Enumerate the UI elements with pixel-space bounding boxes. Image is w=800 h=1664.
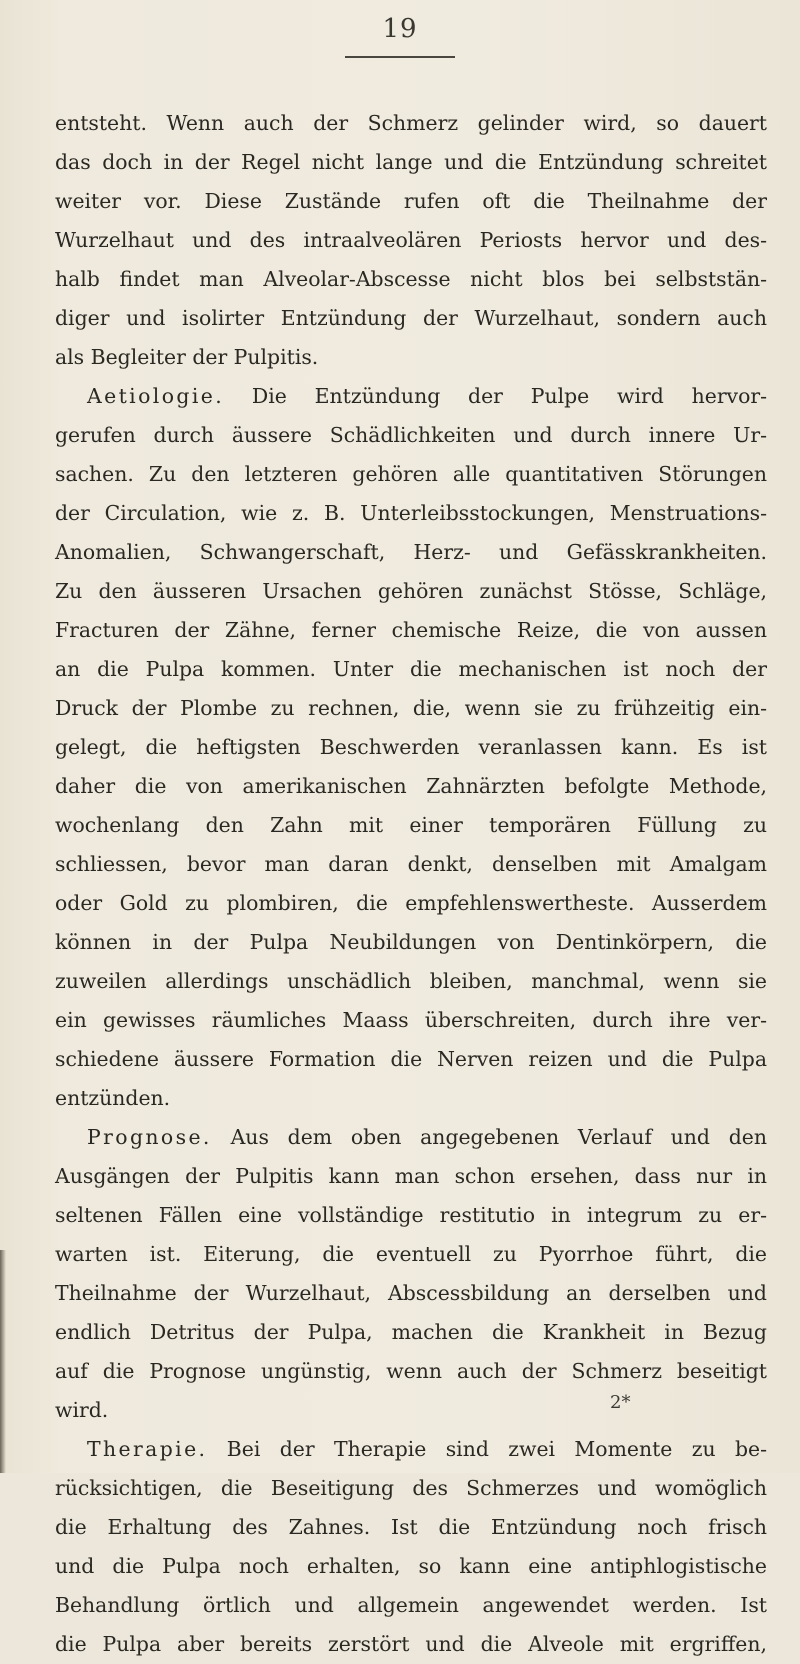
text-line: Theilnahme der Wurzelhaut, Abscessbildung an derselben und xyxy=(55,1281,767,1305)
text-line: entsteht. Wenn auch der Schmerz gelinder wird, so dauert xyxy=(55,111,767,135)
signature-mark: 2* xyxy=(610,1392,631,1413)
text-line: wochenlang den Zahn mit einer temporären Füllung zu xyxy=(55,813,767,837)
text-line: entzünden. xyxy=(55,1086,171,1110)
text-line: Anomalien, Schwangerschaft, Herz- und Gefässkrankheiten. xyxy=(55,540,767,564)
text-line: diger und isolirter Entzündung der Wurzelhaut, sondern auch xyxy=(55,306,767,330)
text-line: der Circulation, wie z. B. Unterleibsstockungen, Menstruations- xyxy=(55,501,767,525)
section-heading: Prognose. xyxy=(87,1125,212,1149)
section-text: Aus dem oben angegebenen Verlauf und den xyxy=(211,1125,767,1149)
text-line: warten ist. Eiterung, die eventuell zu Pyorrhoe führt, die xyxy=(55,1242,767,1266)
text-line: schiedene äussere Formation die Nerven reizen und die Pulpa xyxy=(55,1047,767,1071)
text-line: und die Pulpa noch erhalten, so kann eine antiphlogistische xyxy=(55,1554,767,1578)
section-heading: Therapie. xyxy=(87,1437,208,1461)
text-line: an die Pulpa kommen. Unter die mechanischen ist noch der xyxy=(55,657,767,681)
text-line: Behandlung örtlich und allgemein angewendet werden. Ist xyxy=(55,1593,767,1617)
text-line: die Pulpa aber bereits zerstört und die Alveole mit ergriffen, xyxy=(55,1632,767,1656)
header-rule xyxy=(345,56,455,58)
section-text: Bei der Therapie sind zwei Momente zu be- xyxy=(207,1437,767,1461)
section-start-line xyxy=(55,377,767,416)
text-line: schliessen, bevor man daran denkt, denselben mit Amalgam xyxy=(55,852,767,876)
text-line: endlich Detritus der Pulpa, machen die Krankheit in Bezug xyxy=(55,1320,767,1344)
text-line: Wurzelhaut und des intraalveolären Periosts hervor und des- xyxy=(55,228,767,252)
section-text: Die Entzündung der Pulpe wird hervor- xyxy=(224,384,767,408)
text-line: oder Gold zu plombiren, die empfehlenswertheste. Ausserdem xyxy=(55,891,767,915)
text-line: rücksichtigen, die Beseitigung des Schmerzes und womöglich xyxy=(55,1476,767,1500)
text-line: Ausgängen der Pulpitis kann man schon ersehen, dass nur in xyxy=(55,1164,767,1188)
section-heading: Aetiologie. xyxy=(87,384,225,408)
section-start-line xyxy=(55,1118,767,1157)
text-line: das doch in der Regel nicht lange und die Entzündung schreitet xyxy=(55,150,767,174)
text-line: seltenen Fällen eine vollständige restitutio in integrum zu er- xyxy=(55,1203,767,1227)
text-line: können in der Pulpa Neubildungen von Dentinkörpern, die xyxy=(55,930,767,954)
text-line: sachen. Zu den letzteren gehören alle quantitativen Störungen xyxy=(55,462,767,486)
text-line: weiter vor. Diese Zustände rufen oft die Theilnahme der xyxy=(55,189,767,213)
text-line: gelegt, die heftigsten Beschwerden veranlassen kann. Es ist xyxy=(55,735,767,759)
text-line: ein gewisses räumliches Maass überschreiten, durch ihre ver- xyxy=(55,1008,767,1032)
body-text xyxy=(55,104,767,1664)
text-line: halb findet man Alveolar-Abscesse nicht blos bei selbststän- xyxy=(55,267,767,291)
text-line: die Erhaltung des Zahnes. Ist die Entzündung noch frisch xyxy=(55,1515,767,1539)
text-line: zuweilen allerdings unschädlich bleiben, manchmal, wenn sie xyxy=(55,969,767,993)
text-line: auf die Prognose ungünstig, wenn auch der Schmerz beseitigt xyxy=(55,1359,767,1383)
section-start-line xyxy=(55,1430,767,1469)
text-line: wird. xyxy=(55,1398,109,1422)
text-line: Druck der Plombe zu rechnen, die, wenn sie zu frühzeitig ein- xyxy=(55,696,767,720)
page-number: 19 xyxy=(382,14,418,44)
text-line: gerufen durch äussere Schädlichkeiten und durch innere Ur- xyxy=(55,423,767,447)
text-line: Fracturen der Zähne, ferner chemische Reize, die von aussen xyxy=(55,618,767,642)
page-edge-shadow xyxy=(0,1250,6,1473)
text-line: Zu den äusseren Ursachen gehören zunächst Stösse, Schläge, xyxy=(55,579,767,603)
text-line: als Begleiter der Pulpitis. xyxy=(55,345,319,369)
text-line: daher die von amerikanischen Zahnärzten befolgte Methode, xyxy=(55,774,767,798)
